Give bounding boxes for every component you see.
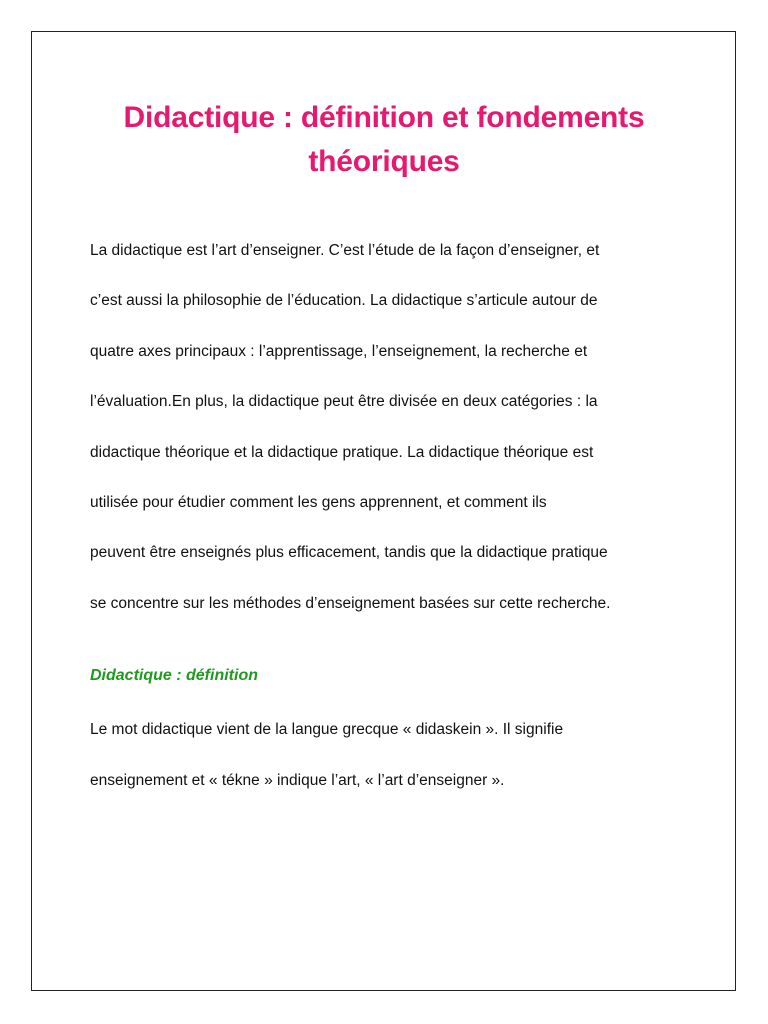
title-line-1: Didactique : définition et fondements xyxy=(123,101,645,134)
intro-line-5: didactique théorique et la didactique pratique. La didactique théorique est xyxy=(90,444,594,461)
intro-line-3: quatre axes principaux : l’apprentissage, l’enseignement, la recherche et xyxy=(90,343,588,360)
title-line-2: théoriques xyxy=(308,145,460,178)
section-line-1: Le mot didactique vient de la langue grecque « didaskein ». Il signifie xyxy=(90,721,564,738)
section-line-2: enseignement et « tékne » indique l’art, « l’art d’enseigner ». xyxy=(90,772,505,789)
document-title xyxy=(60,96,708,184)
intro-line-6: utilisée pour étudier comment les gens apprennent, et comment ils xyxy=(90,494,547,511)
intro-line-7: peuvent être enseignés plus efficacement, tandis que la didactique pratique xyxy=(90,544,608,561)
intro-line-1: La didactique est l’art d’enseigner. C’est l’étude de la façon d’enseigner, et xyxy=(90,242,600,259)
intro-line-2: c’est aussi la philosophie de l’éducation. La didactique s’articule autour de xyxy=(90,292,598,309)
intro-line-4: l’évaluation.En plus, la didactique peut être divisée en deux catégories : la xyxy=(90,393,598,410)
intro-line-8: se concentre sur les méthodes d’enseignement basées sur cette recherche. xyxy=(90,595,611,612)
section-heading: Didactique : définition xyxy=(90,667,258,684)
